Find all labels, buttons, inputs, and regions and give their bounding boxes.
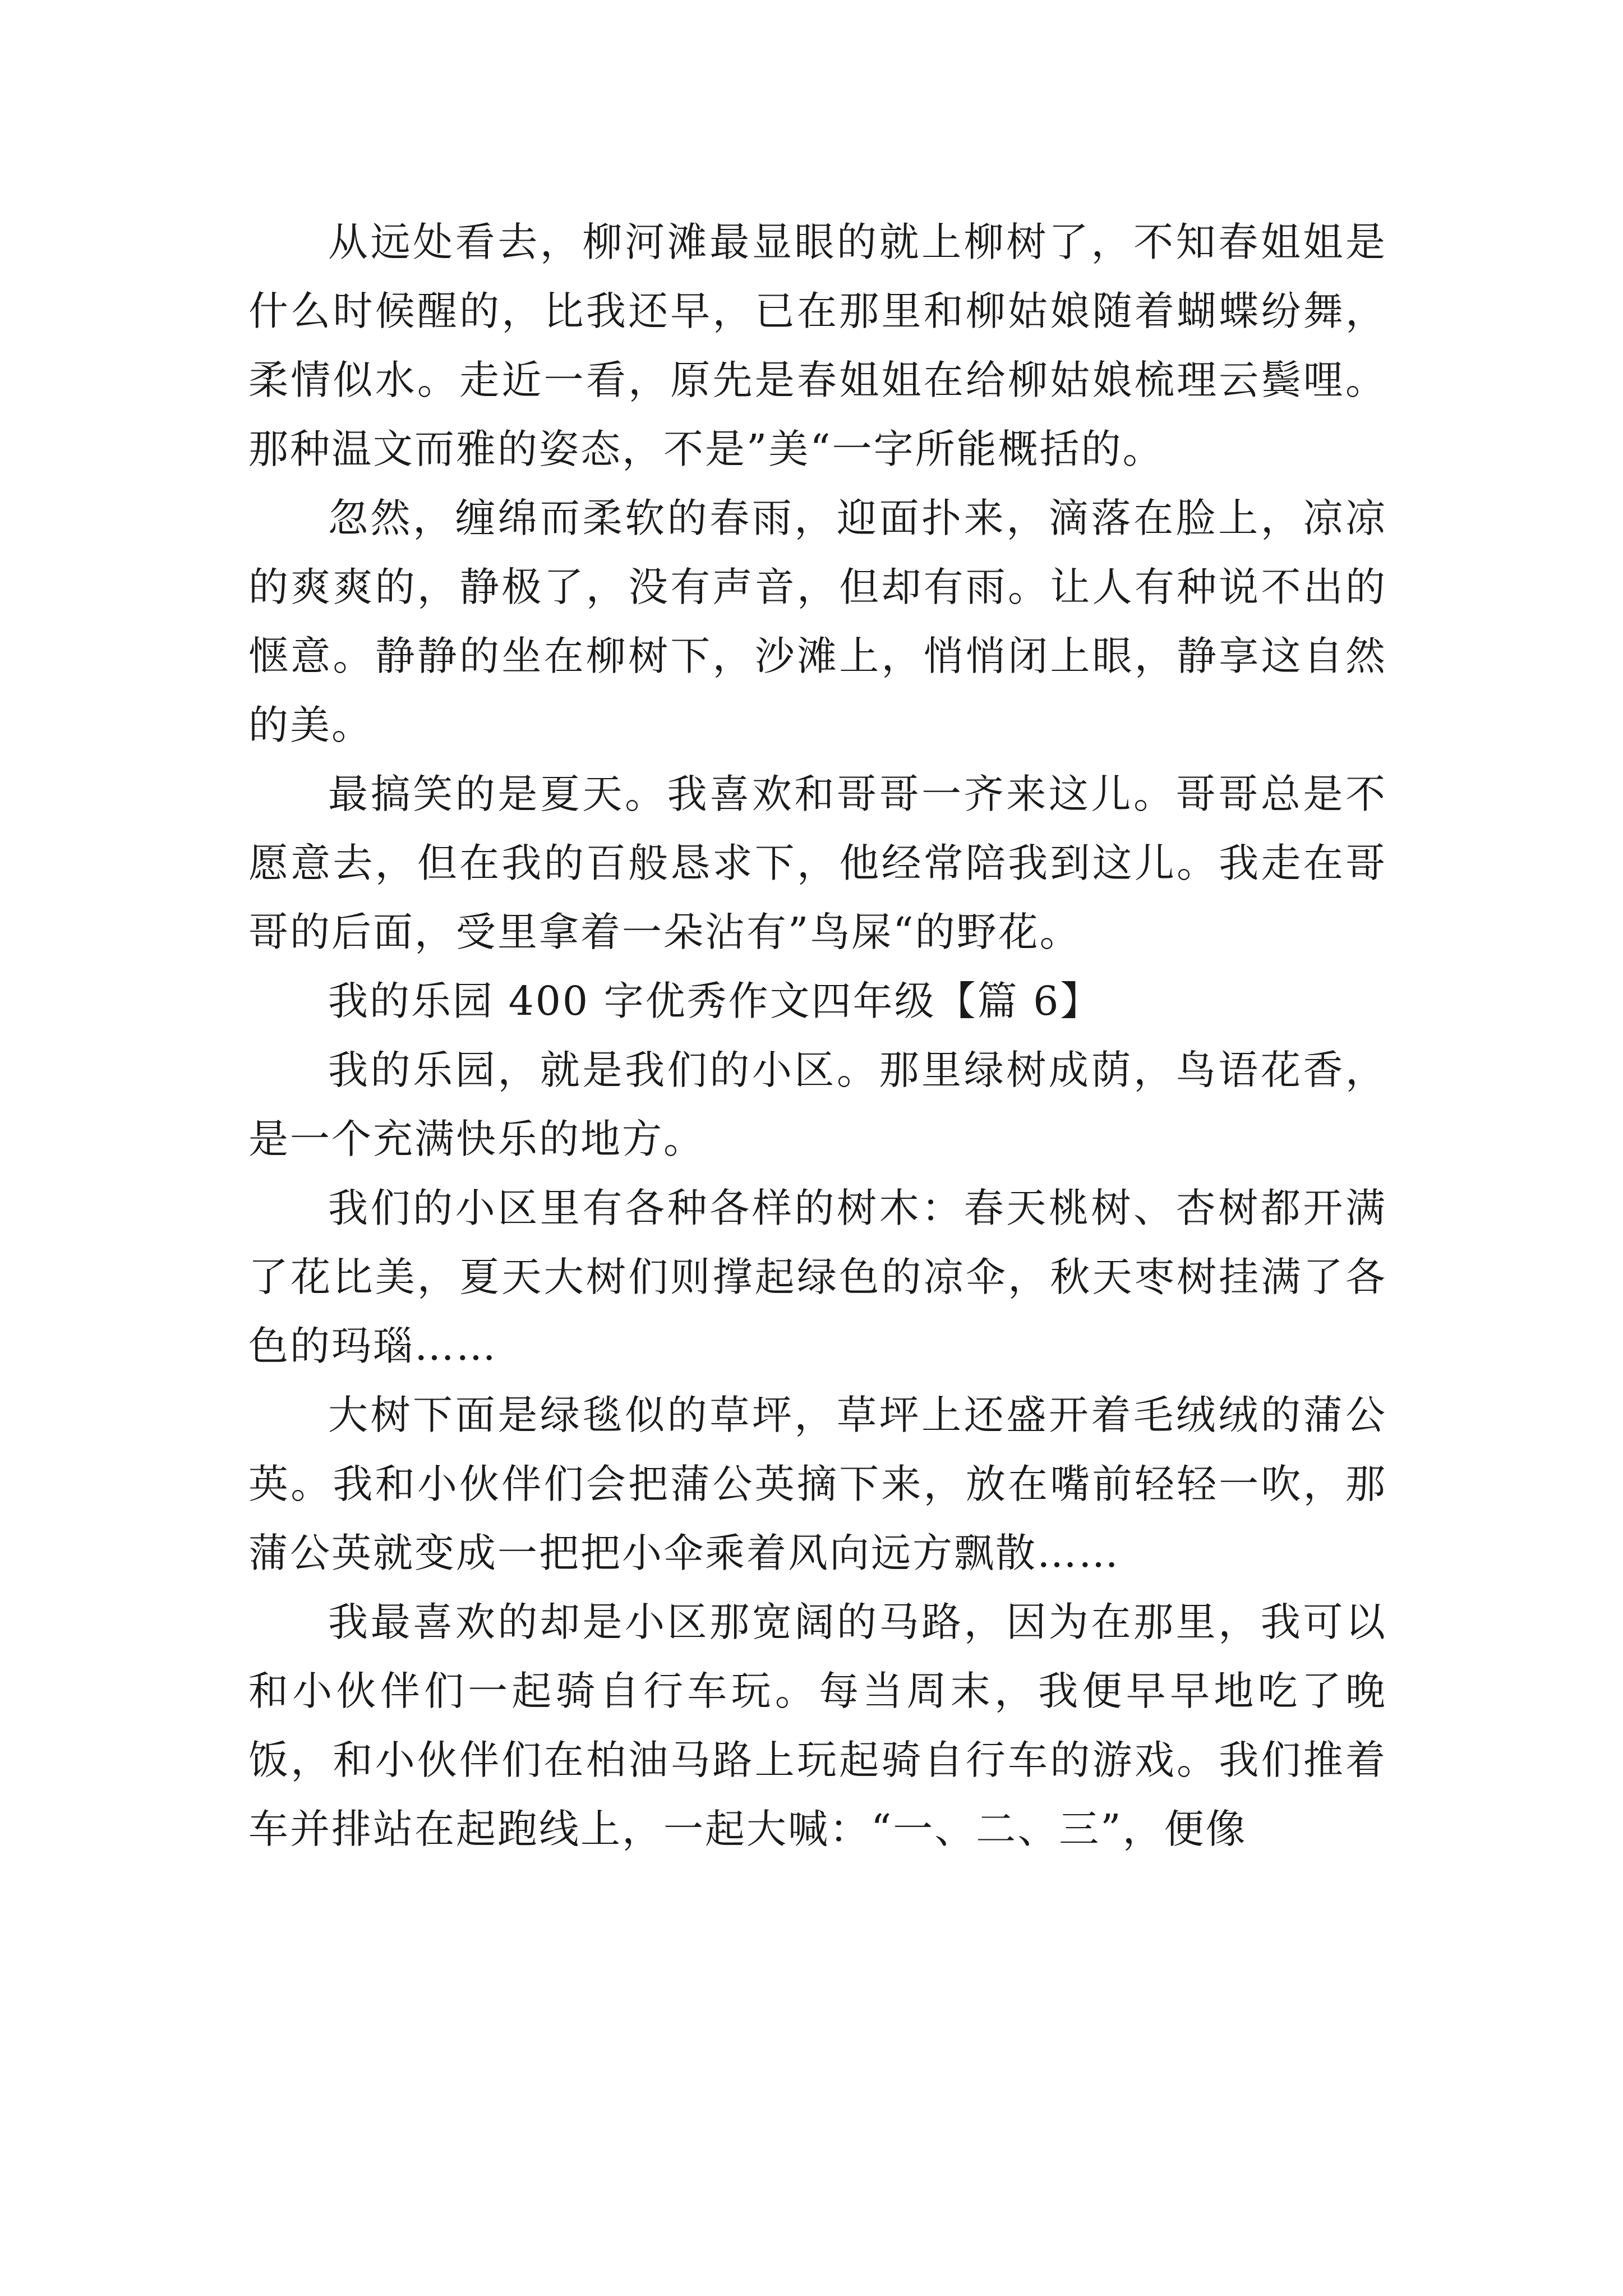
section-heading: 我的乐园 400 字优秀作文四年级【篇 6】 — [328, 978, 1102, 1024]
paragraph-trees: 我们的小区里有各种各样的树木：春天桃树、杏树都开满了花比美，夏天大树们则撑起绿色的凉伞，秋天枣树挂满了各色的玛瑙…… — [248, 1185, 1387, 1369]
paragraph-dandelion: 大树下面是绿毯似的草坪，草坪上还盛开着毛绒绒的蒲公英。我和小伙伴们会把蒲公英摘下来，放在嘴前轻轻一吹，那蒲公英就变成一把把小伞乘着风向远方飘散…… — [248, 1392, 1387, 1576]
paragraph-willow-spring: 从远处看去，柳河滩最显眼的就上柳树了，不知春姐姐是什么时候醒的，比我还早，已在那里和柳姑娘随着蝴蝶纷舞，柔情似水。走近一看，原先是春姐姐在给柳姑娘梳理云鬓哩。那种温文而雅的姿态，不是”美“一字所能概括的。 — [248, 219, 1387, 472]
paragraph-bicycle: 我最喜欢的却是小区那宽阔的马路，因为在那里，我可以和小伙伴们一起骑自行车玩。每当周末，我便早早地吃了晚饭，和小伙伴们在柏油马路上玩起骑自行车的游戏。我们推着车并排站在起跑线上，一起大喊：“一、二、三”，便像 — [248, 1599, 1387, 1852]
document-page — [248, 208, 1387, 1864]
paragraph-summer: 最搞笑的是夏天。我喜欢和哥哥一齐来这儿。哥哥总是不愿意去，但在我的百般恳求下，他经常陪我到这儿。我走在哥哥的后面，受里拿着一朵沾有”鸟屎“的野花。 — [248, 771, 1387, 955]
paragraph-my-paradise: 我的乐园，就是我们的小区。那里绿树成荫，鸟语花香，是一个充满快乐的地方。 — [248, 1047, 1387, 1162]
paragraph-spring-rain: 忽然，缠绵而柔软的春雨，迎面扑来，滴落在脸上，凉凉的爽爽的，静极了，没有声音，但却有雨。让人有种说不出的惬意。静静的坐在柳树下，沙滩上，悄悄闭上眼，静享这自然的美。 — [248, 495, 1387, 748]
